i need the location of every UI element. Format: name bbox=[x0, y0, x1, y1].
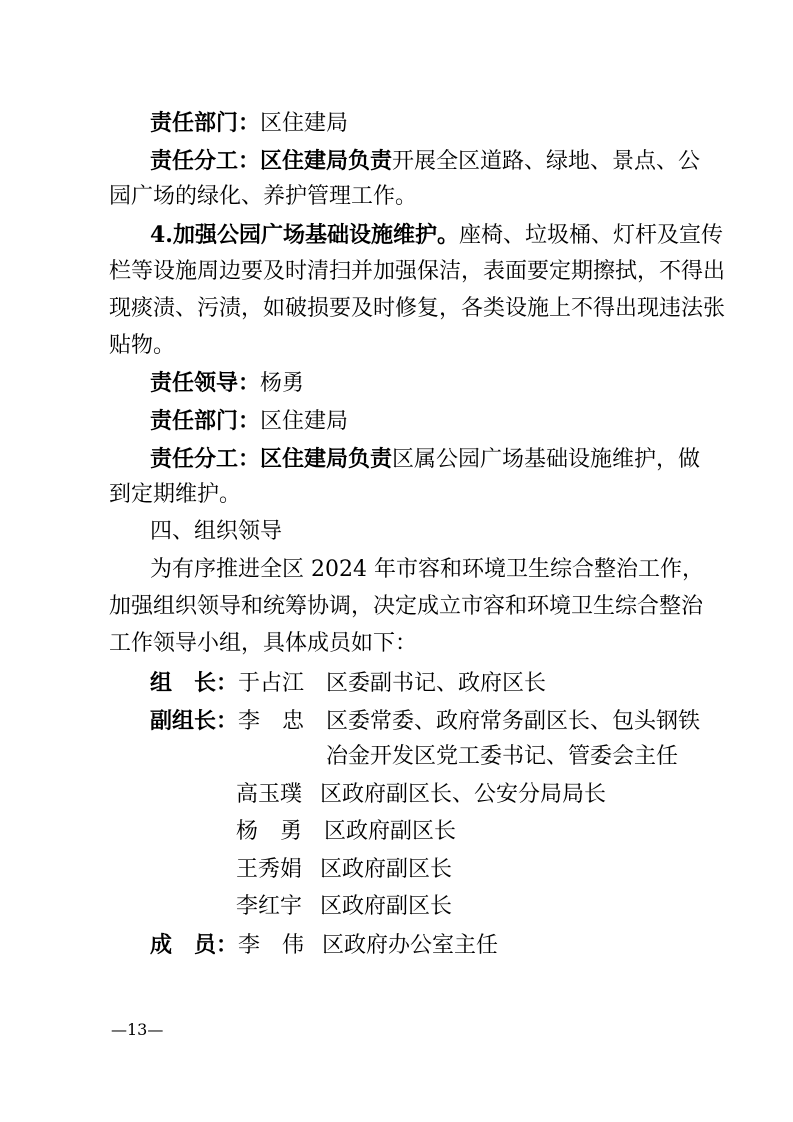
deputy-name: 李红宇 bbox=[236, 894, 303, 919]
dept-label: 责任部门： bbox=[150, 408, 261, 434]
deputy-row-3 bbox=[236, 819, 456, 845]
deputy-row-5 bbox=[236, 894, 452, 920]
section-para-line-2: 加强组织领导和统筹协调，决定成立市容和环境卫生综合整治 bbox=[109, 594, 704, 619]
division-text: 开展全区道路、绿地、景点、公 bbox=[392, 149, 701, 174]
responsible-dept-line-1 bbox=[150, 110, 348, 137]
item4-line-1 bbox=[150, 222, 723, 249]
leader-value: 杨勇 bbox=[260, 371, 305, 396]
deputy-name: 王秀娟 bbox=[236, 857, 303, 882]
division-strong: 区住建局负责 bbox=[260, 446, 393, 472]
member-label: 成 员： bbox=[150, 932, 239, 958]
item4-heading: 4.加强公园广场基础设施维护。 bbox=[150, 222, 459, 248]
group-leader-title: 区委副书记、政府区长 bbox=[326, 671, 547, 696]
section-para-line-3: 工作领导小组，具体成员如下： bbox=[109, 631, 418, 656]
deputy-title: 区政府副区长、公安分局局长 bbox=[320, 782, 607, 807]
responsible-division-line-1 bbox=[150, 148, 701, 175]
responsible-division-line-2 bbox=[150, 446, 701, 473]
group-leader-label: 组 长： bbox=[150, 670, 239, 696]
deputy-row-4 bbox=[236, 857, 452, 883]
dept-value: 区住建局 bbox=[260, 111, 349, 136]
division-text-cont: 园广场的绿化、养护管理工作。 bbox=[109, 184, 418, 209]
dept-value: 区住建局 bbox=[260, 409, 349, 434]
deputy-row-2 bbox=[236, 782, 606, 808]
division-label: 责任分工： bbox=[150, 446, 261, 472]
deputy-name: 李 忠 bbox=[238, 709, 305, 734]
section-heading: 四、组织领导 bbox=[150, 519, 283, 544]
deputy-title: 区政府副区长 bbox=[320, 894, 453, 919]
dept-label: 责任部门： bbox=[150, 110, 261, 136]
division-text-cont: 到定期维护。 bbox=[109, 482, 242, 507]
member-row bbox=[150, 932, 498, 959]
deputy-label: 副组长： bbox=[150, 708, 239, 734]
page-number: —13— bbox=[111, 1020, 164, 1039]
group-leader-name: 于占江 bbox=[238, 671, 305, 696]
item4-line-2: 栏等设施周边要及时清扫并加强保洁，表面要定期擦拭，不得出 bbox=[109, 259, 726, 284]
member-title: 区政府办公室主任 bbox=[322, 933, 499, 958]
division-text: 区属公园广场基础设施维护，做 bbox=[392, 447, 701, 472]
deputy-title: 区政府副区长 bbox=[320, 857, 453, 882]
item4-line-4: 贴物。 bbox=[109, 333, 176, 358]
deputy-title: 区委常委、政府常务副区长、包头钢铁 bbox=[326, 709, 701, 734]
deputy-name: 杨 勇 bbox=[236, 819, 303, 844]
division-strong: 区住建局负责 bbox=[260, 148, 393, 174]
deputy-title-cont: 冶金开发区党工委书记、管委会主任 bbox=[326, 744, 679, 769]
leader-label: 责任领导： bbox=[150, 370, 261, 396]
group-leader-row bbox=[150, 670, 546, 697]
division-label: 责任分工： bbox=[150, 148, 261, 174]
deputy-name: 高玉璞 bbox=[236, 782, 303, 807]
item4-line-3: 现痰渍、污渍，如破损要及时修复，各类设施上不得出现违法张 bbox=[109, 296, 726, 321]
responsible-dept-line-2 bbox=[150, 408, 348, 435]
deputy-title: 区政府副区长 bbox=[324, 819, 457, 844]
section-para-line-1: 为有序推进全区 2024 年市容和环境卫生综合整治工作， bbox=[150, 557, 704, 582]
member-name: 李 伟 bbox=[238, 933, 305, 958]
item4-text: 座椅、垃圾桶、灯杆及宣传 bbox=[458, 223, 723, 248]
responsible-leader-line bbox=[150, 370, 304, 397]
deputy-row-1 bbox=[150, 708, 700, 735]
